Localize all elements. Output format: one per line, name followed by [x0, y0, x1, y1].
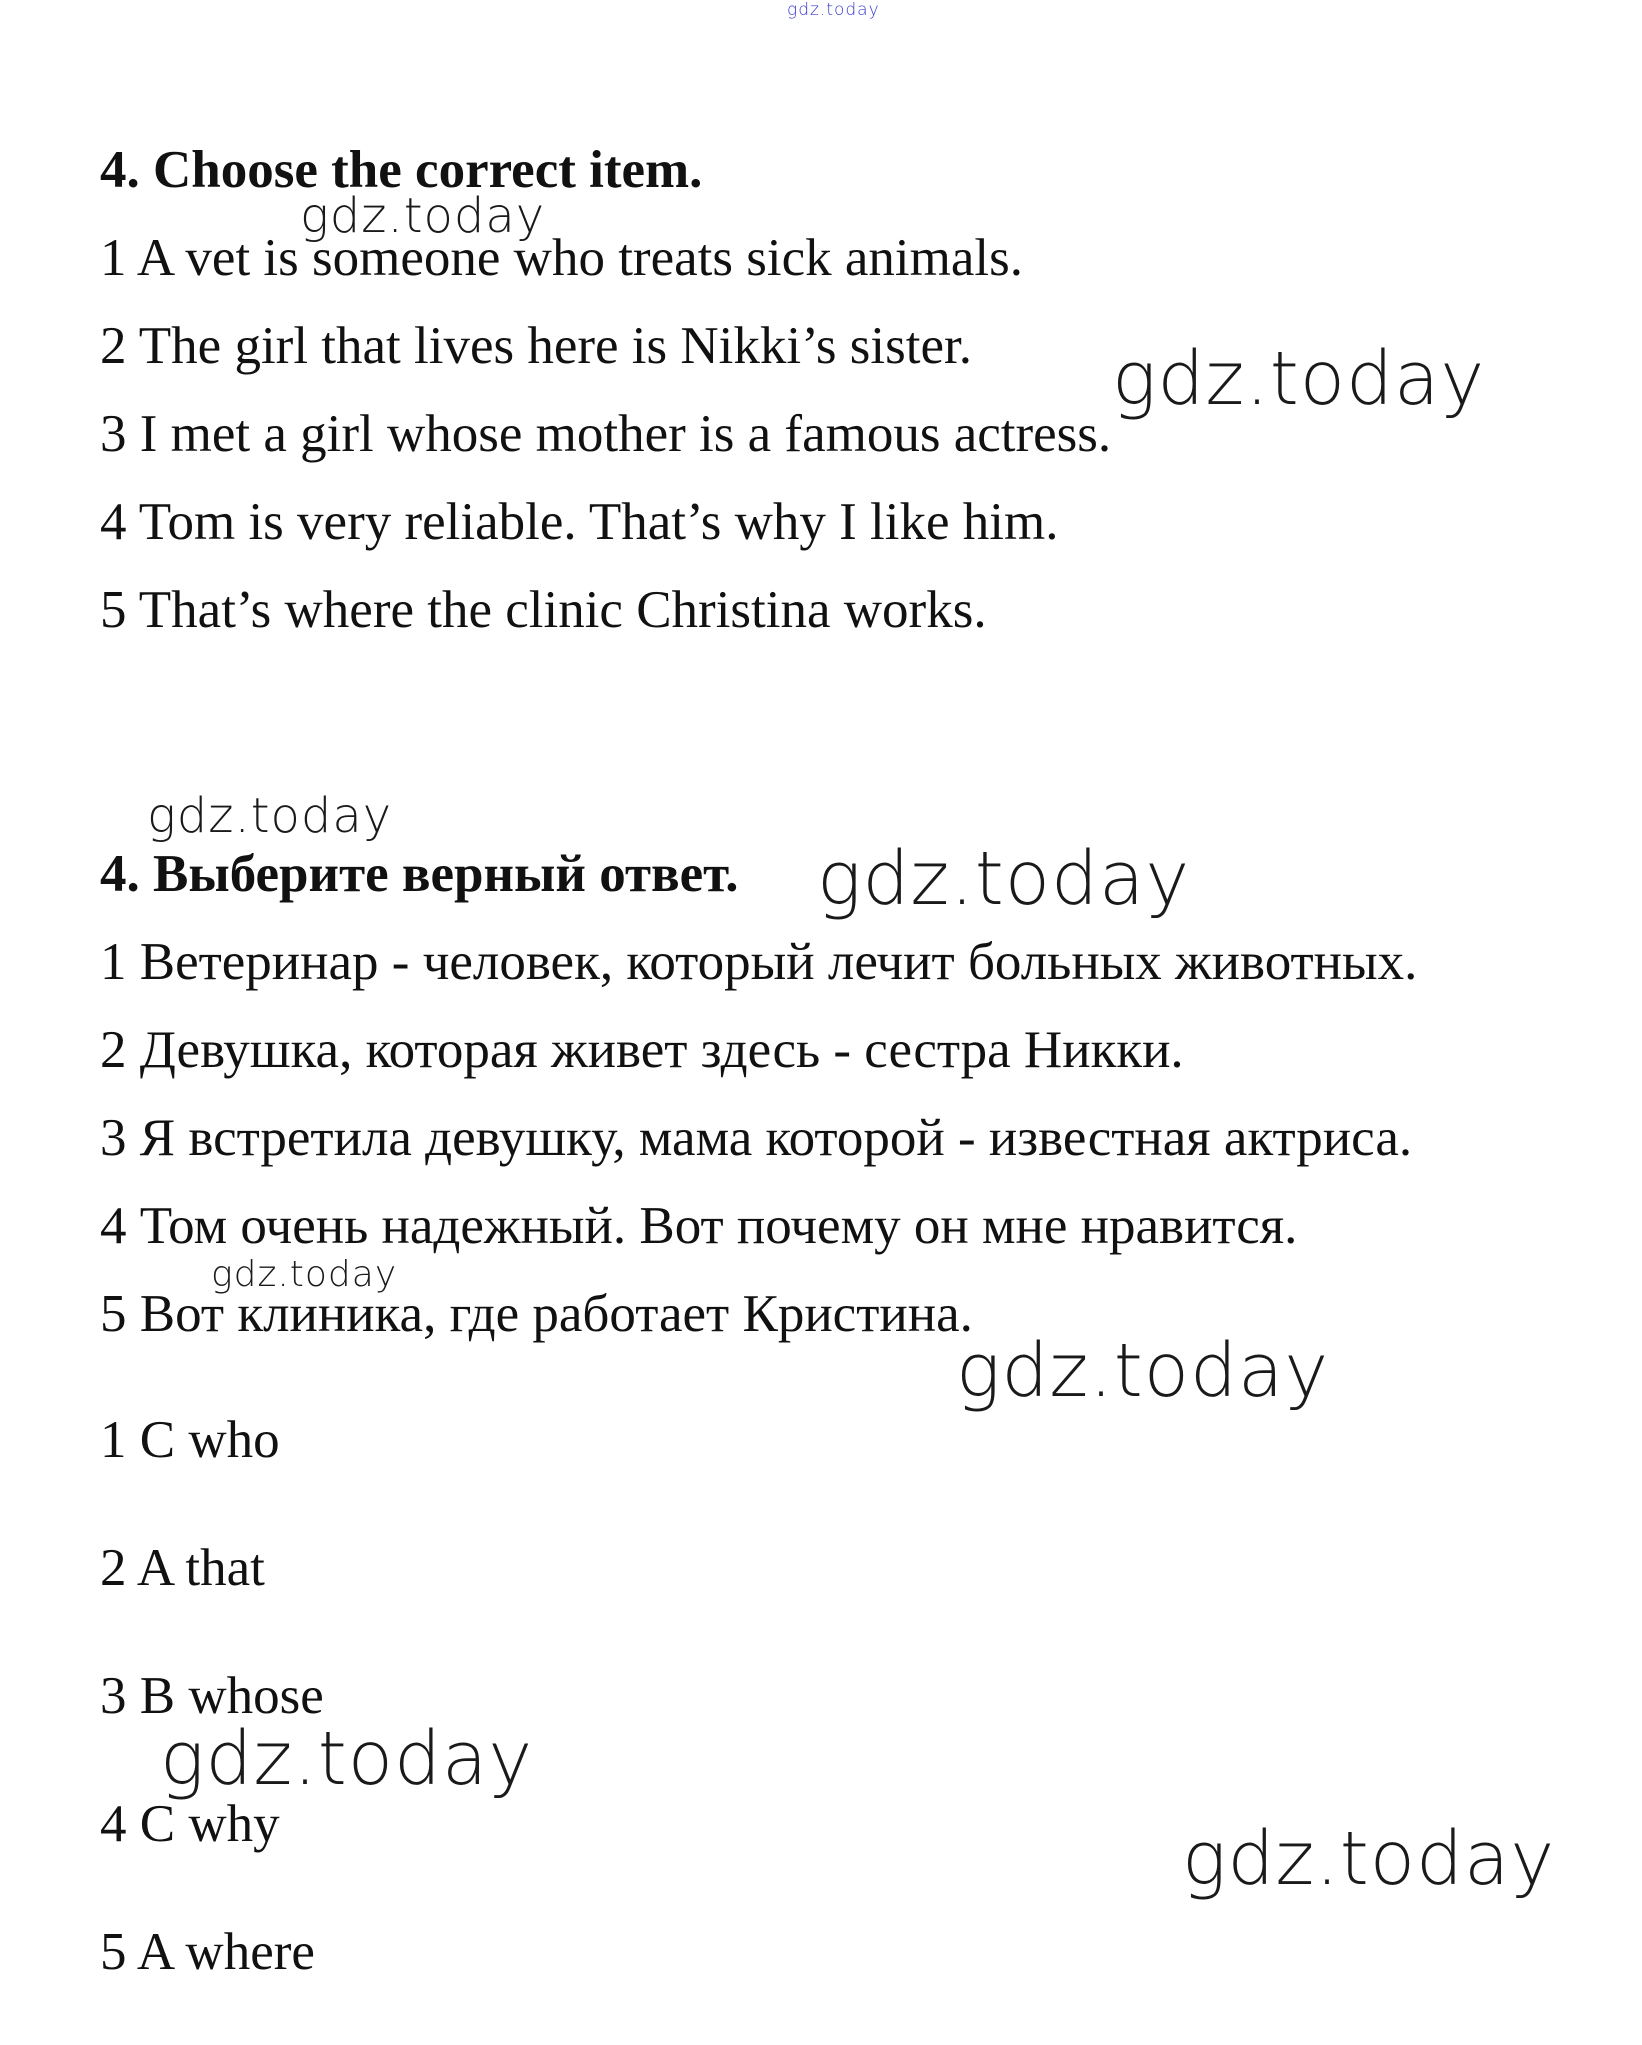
- watermark: gdz.today: [817, 836, 1191, 922]
- watermark-top: gdz.today: [787, 0, 880, 20]
- watermark: gdz.today: [211, 1254, 398, 1295]
- russian-item-3: 3 Я встретила девушку, мама которой - известная актриса.: [100, 1109, 1413, 1167]
- answer-5: 5 A where: [100, 1923, 315, 1981]
- english-item-5: 5 That’s where the clinic Christina works.: [100, 581, 987, 639]
- answer-4: 4 C why: [100, 1795, 280, 1853]
- answer-2: 2 A that: [100, 1539, 265, 1597]
- watermark: gdz.today: [147, 788, 393, 844]
- watermark: gdz.today: [1112, 336, 1486, 422]
- watermark: gdz.today: [160, 1716, 534, 1802]
- russian-item-5: 5 Вот клиника, где работает Кристина.: [100, 1285, 973, 1343]
- russian-item-1: 1 Ветеринар - человек, который лечит больных животных.: [100, 933, 1418, 991]
- english-item-2: 2 The girl that lives here is Nikki’s sister.: [100, 317, 972, 375]
- russian-item-4: 4 Том очень надежный. Вот почему он мне нравится.: [100, 1197, 1298, 1255]
- english-item-4: 4 Tom is very reliable. That’s why I like him.: [100, 493, 1059, 551]
- english-item-1: 1 A vet is someone who treats sick animals.: [100, 229, 1023, 287]
- watermark: gdz.today: [1182, 1816, 1556, 1902]
- answer-1: 1 C who: [100, 1411, 280, 1469]
- english-heading: 4. Choose the correct item.: [100, 141, 703, 199]
- watermark: gdz.today: [300, 188, 546, 244]
- watermark: gdz.today: [956, 1328, 1330, 1414]
- russian-heading: 4. Выберите верный ответ.: [100, 845, 739, 903]
- russian-item-2: 2 Девушка, которая живет здесь - сестра Никки.: [100, 1021, 1184, 1079]
- english-item-3: 3 I met a girl whose mother is a famous actress.: [100, 405, 1112, 463]
- answer-3: 3 B whose: [100, 1667, 324, 1725]
